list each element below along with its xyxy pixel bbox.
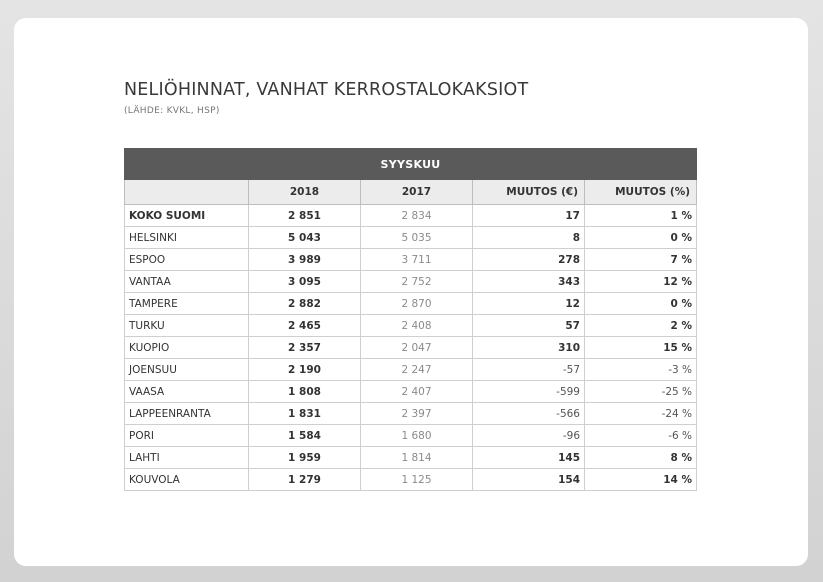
city-cell: LAHTI <box>125 447 249 469</box>
page-title: NELIÖHINNAT, VANHAT KERROSTALOKAKSIOT <box>124 80 529 100</box>
value-2018-cell: 3 989 <box>249 249 361 271</box>
change-pct-cell: -24 % <box>585 403 697 425</box>
value-2018-cell: 1 279 <box>249 469 361 491</box>
table-row <box>125 469 697 491</box>
city-cell: VAASA <box>125 381 249 403</box>
table-row <box>125 249 697 271</box>
header-change-pct: MUUTOS (%) <box>585 180 697 205</box>
value-2017-cell: 2 407 <box>361 381 473 403</box>
value-2017-cell: 2 834 <box>361 205 473 227</box>
change-eur-cell: 310 <box>473 337 585 359</box>
change-eur-cell: -599 <box>473 381 585 403</box>
value-2018-cell: 2 465 <box>249 315 361 337</box>
change-eur-cell: 154 <box>473 469 585 491</box>
value-2018-cell: 1 959 <box>249 447 361 469</box>
change-pct-cell: -3 % <box>585 359 697 381</box>
table-row <box>125 403 697 425</box>
month-band-row <box>125 149 697 180</box>
value-2018-cell: 3 095 <box>249 271 361 293</box>
change-pct-cell: 8 % <box>585 447 697 469</box>
table-row <box>125 205 697 227</box>
header-2018: 2018 <box>249 180 361 205</box>
city-cell: VANTAA <box>125 271 249 293</box>
table-row <box>125 381 697 403</box>
change-pct-cell: -25 % <box>585 381 697 403</box>
table-row <box>125 359 697 381</box>
value-2017-cell: 2 870 <box>361 293 473 315</box>
city-cell: ESPOO <box>125 249 249 271</box>
change-eur-cell: 278 <box>473 249 585 271</box>
header-2017: 2017 <box>361 180 473 205</box>
value-2018-cell: 1 584 <box>249 425 361 447</box>
value-2017-cell: 1 680 <box>361 425 473 447</box>
change-pct-cell: 1 % <box>585 205 697 227</box>
change-pct-cell: 15 % <box>585 337 697 359</box>
table-row <box>125 315 697 337</box>
month-band: SYYSKUU <box>125 149 697 180</box>
change-eur-cell: -57 <box>473 359 585 381</box>
change-pct-cell: 14 % <box>585 469 697 491</box>
header-change-eur: MUUTOS (€) <box>473 180 585 205</box>
city-cell: KOKO SUOMI <box>125 205 249 227</box>
value-2017-cell: 2 752 <box>361 271 473 293</box>
value-2017-cell: 5 035 <box>361 227 473 249</box>
change-pct-cell: -6 % <box>585 425 697 447</box>
change-pct-cell: 2 % <box>585 315 697 337</box>
table-row <box>125 293 697 315</box>
change-eur-cell: -566 <box>473 403 585 425</box>
city-cell: HELSINKI <box>125 227 249 249</box>
change-eur-cell: 343 <box>473 271 585 293</box>
value-2018-cell: 2 357 <box>249 337 361 359</box>
change-eur-cell: 57 <box>473 315 585 337</box>
value-2018-cell: 1 808 <box>249 381 361 403</box>
city-cell: PORI <box>125 425 249 447</box>
change-eur-cell: 12 <box>473 293 585 315</box>
city-cell: TURKU <box>125 315 249 337</box>
value-2018-cell: 1 831 <box>249 403 361 425</box>
table-row <box>125 337 697 359</box>
city-cell: JOENSUU <box>125 359 249 381</box>
change-pct-cell: 0 % <box>585 293 697 315</box>
source-note: (LÄHDE: KVKL, HSP) <box>124 106 220 116</box>
value-2017-cell: 2 408 <box>361 315 473 337</box>
price-table <box>124 148 697 491</box>
change-pct-cell: 0 % <box>585 227 697 249</box>
value-2017-cell: 2 397 <box>361 403 473 425</box>
table-body <box>125 205 697 491</box>
value-2017-cell: 1 125 <box>361 469 473 491</box>
city-cell: KUOPIO <box>125 337 249 359</box>
value-2018-cell: 2 851 <box>249 205 361 227</box>
value-2018-cell: 2 882 <box>249 293 361 315</box>
change-pct-cell: 7 % <box>585 249 697 271</box>
header-row <box>125 180 697 205</box>
value-2017-cell: 3 711 <box>361 249 473 271</box>
city-cell: KOUVOLA <box>125 469 249 491</box>
value-2017-cell: 1 814 <box>361 447 473 469</box>
city-cell: LAPPEENRANTA <box>125 403 249 425</box>
table-row <box>125 227 697 249</box>
change-eur-cell: 8 <box>473 227 585 249</box>
change-eur-cell: 17 <box>473 205 585 227</box>
change-eur-cell: 145 <box>473 447 585 469</box>
value-2018-cell: 5 043 <box>249 227 361 249</box>
table-row <box>125 447 697 469</box>
city-cell: TAMPERE <box>125 293 249 315</box>
table-row <box>125 425 697 447</box>
value-2018-cell: 2 190 <box>249 359 361 381</box>
header-city <box>125 180 249 205</box>
value-2017-cell: 2 047 <box>361 337 473 359</box>
change-pct-cell: 12 % <box>585 271 697 293</box>
value-2017-cell: 2 247 <box>361 359 473 381</box>
change-eur-cell: -96 <box>473 425 585 447</box>
table-row <box>125 271 697 293</box>
